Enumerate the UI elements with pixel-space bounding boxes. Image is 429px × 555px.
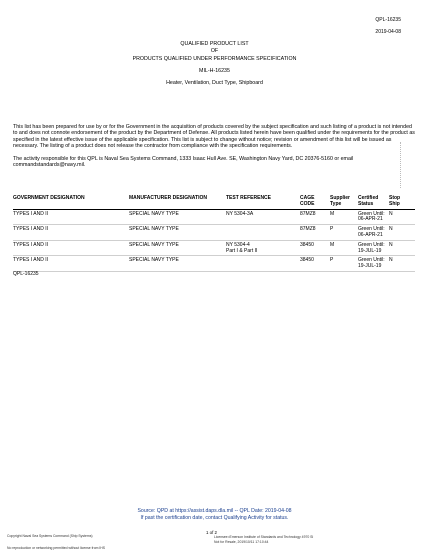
cell-test-reference: NY 5304-4 Part I & Part II [226,240,300,256]
intro-paragraph: This list has been prepared for use by or for the Government in the acquisition of products covered by the subject specification and such listing of a product is not intended to and does not connote endorsement of the product by the Department of Defense. All products listed herein have been qualified under the requirements for the product as specified in the latest effective issue of the applicable specification. This list is subject to change without notice; revision or amendment of this list will be issued as necessary. The listing of a product does not release the contractor from compliance with the specification requirements. [13,124,415,150]
title-block [40,41,389,87]
page-number: 1 of 2 [206,530,217,535]
cell-stop-ship: N [389,256,415,272]
divider-line [400,142,401,188]
cell-government-designation: TYPES I AND II [13,240,129,256]
table-header-row [13,196,415,209]
cell-certified-status: Green Until: 06-APR-21 [358,209,389,225]
table-row [13,225,415,241]
cell-manufacturer-designation: SPECIAL NAVY TYPE [129,209,226,225]
cell-manufacturer-designation: SPECIAL NAVY TYPE [129,225,226,241]
cell-manufacturer-designation: SPECIAL NAVY TYPE [129,256,226,272]
cell-supplier-type: M [330,240,358,256]
footer-reproduction-notice: No reproduction or networking permitted without license from IHS [7,546,105,550]
source-line[interactable]: Source: QPD at https://assist.daps.dla.mil -- QPL Date: 2019-04-08 [137,508,292,514]
qpl-table [13,196,415,272]
col-header-stop-ship: Stop Ship [389,195,401,207]
cell-government-designation: TYPES I AND II [13,256,129,272]
table-row [13,240,415,256]
cell-test-reference: NY 5304-3A [226,209,300,225]
activity-paragraph: The activity responsible for this QPL is Naval Sea Systems Command, 1333 Isaac Hull Ave. SE, Washington Navy Yard, DC 20376-5160 or email commandstandards@navy.mil. [13,156,354,169]
cell-test-reference [226,225,300,241]
title-line-2: OF [210,48,219,55]
certification-note: If past the certification date, contact Qualifying Activity for status. [140,514,289,521]
cell-stop-ship: N [389,225,415,241]
cell-cage-code: 38450 [300,240,330,256]
col-header-supplier-type: Supplier Type [330,195,351,207]
col-header-cage-code: CAGE CODE [300,195,315,207]
cell-test-reference [226,256,300,272]
table-row [13,256,415,272]
col-header-manufacturer-designation: MANUFACTURER DESIGNATION [129,195,207,201]
cell-certified-status: Green Until: 19-JUL-19 [358,256,389,272]
cell-certified-status: Green Until: 19-JUL-19 [358,240,389,256]
source-note [60,508,369,521]
cell-certified-status: Green Until: 06-APR-21 [358,225,389,241]
product-name: Heater, Ventilation, Duct Type, Shipboard [166,80,263,87]
header-date: 2019-04-08 [375,29,401,35]
title-line-1: QUALIFIED PRODUCT LIST [180,41,249,47]
table-footer-label: QPL-16235 [13,271,39,277]
col-header-certified-status: Certified Status [358,195,379,207]
cell-supplier-type: P [330,225,358,241]
col-header-test-reference: TEST REFERENCE [226,195,272,201]
cell-cage-code: 38450 [300,256,330,272]
cell-stop-ship: N [389,209,415,225]
header-document-number: QPL-16235 [375,17,401,23]
col-header-government-designation: GOVERNMENT DESIGNATION [13,195,85,201]
footer-resale-notice: Not for Resale, 2019/10/11 17:10:44 [214,540,269,544]
cell-supplier-type: P [330,256,358,272]
cell-government-designation: TYPES I AND II [13,209,129,225]
cell-stop-ship: N [389,240,415,256]
footer-licensee: Licensee=Emerson Institute of Standards and Technology 4970 SI [214,535,314,539]
cell-supplier-type: M [330,209,358,225]
footer-copyright: Copyright Naval Sea Systems Command (Ship Systems) [7,534,93,538]
specification-number: MIL-H-16235 [199,67,230,74]
title-line-3: PRODUCTS QUALIFIED UNDER PERFORMANCE SPECIFICATION [132,55,297,62]
cell-government-designation: TYPES I AND II [13,225,129,241]
cell-cage-code: 87MZ8 [300,209,330,225]
table-row [13,209,415,225]
cell-manufacturer-designation: SPECIAL NAVY TYPE [129,240,226,256]
cell-cage-code: 87MZ8 [300,225,330,241]
